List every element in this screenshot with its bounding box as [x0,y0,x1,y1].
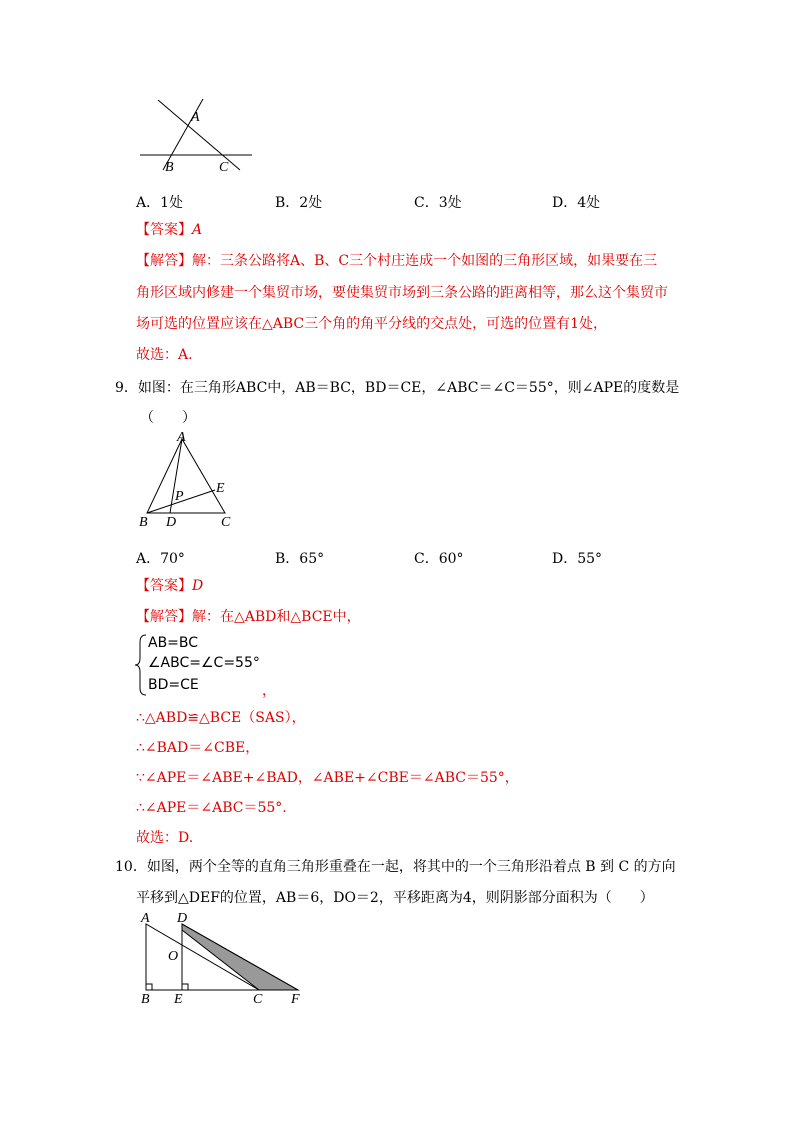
q9-solution-tag: 【解答】 [136,609,192,625]
q9-step-4: ∴∠APE＝∠ABC＝55°. [136,800,287,816]
q10-label-O: O [168,949,179,964]
q8-option-a: A．1处 [136,195,184,211]
q9-conclusion: 故选：D. [136,830,194,846]
q10-label-C: C [253,992,263,1006]
q8-solution-tag: 【解答】 [136,253,192,269]
q9-system-eq-1: AB=BC [148,635,199,651]
q9-step-1: ∴△ABD≌△BCE（SAS）， [136,710,306,726]
q9-system-eq-2: ∠ABC=∠C=55° [148,655,260,671]
q8-label-B: B [165,160,174,175]
q8-label-A: A [191,110,200,125]
q9-option-d: D．55° [552,551,603,567]
q9-answer-tag: 【答案】 [136,578,192,594]
q8-option-d: D．4处 [552,195,601,211]
q9-figure [130,425,250,535]
q9-solution-intro [136,607,361,627]
q9-option-c: C．60° [414,551,464,567]
q8-figure [130,92,260,177]
q8-solution-text-1: 解：三条公路将A、B、C三个村庄连成一个如图的三角形区域，如果要在三 [192,253,658,269]
q9-label-P: P [175,489,184,504]
q9-step-2: ∴∠BAD＝∠CBE， [136,740,260,756]
q10-label-A: A [141,911,150,926]
q9-system-comma: ， [262,683,276,699]
q8-solution-line-3: 场可选的位置应该在△ABC三个角的角平分线的交点处，可选的位置有1处， [136,316,608,332]
q8-answer-value: A [192,222,203,238]
q9-answer [136,576,203,596]
q9-stem-line-1: 9．如图：在三角形ABC中，AB＝BC，BD＝CE，∠ABC＝∠C＝55°，则∠APE的度数是 [115,380,680,396]
q10-figure [136,908,311,1006]
q9-label-B: B [139,515,148,530]
q10-label-E: E [174,992,183,1006]
q8-label-C: C [219,160,229,175]
q10-label-D: D [177,911,188,926]
q9-solution-intro-text: 解：在△ABD和△BCE中， [192,609,361,625]
q9-step-3: ∵∠APE＝∠ABE+∠BAD，∠ABE+∠CBE＝∠ABC＝55°， [136,770,519,786]
q8-solution-line-1 [136,251,657,271]
q8-solution-line-2: 角形区域内修建一个集贸市场，要使集贸市场到三条公路的距离相等，那么这个集贸市 [136,285,668,301]
q9-system-eq-3: BD=CE [148,677,199,693]
q9-option-a: A．70° [136,551,185,567]
q10-label-B: B [141,992,150,1006]
q9-label-D: D [166,515,177,530]
q9-label-E: E [216,481,225,496]
q8-option-b: B．2处 [275,195,323,211]
q10-stem-line-2: 平移到△DEF的位置，AB＝6，DO＝2，平移距离为4，则阴影部分面积为（ ） [136,890,654,906]
q8-conclusion: 故选：A. [136,347,193,363]
q9-label-A: A [177,430,186,445]
q8-answer [136,220,202,240]
q9-system-brace [134,634,148,696]
q9-option-b: B．65° [275,551,325,567]
q9-stem-line-2: （ ） [140,410,196,426]
q8-answer-tag: 【答案】 [136,222,192,238]
q9-answer-value: D [192,578,204,594]
q10-label-F: F [291,992,300,1006]
q10-stem-line-1: 10．如图，两个全等的直角三角形重叠在一起，将其中的一个三角形沿着点 B 到 C 的方向 [115,859,676,875]
q9-label-C: C [221,515,231,530]
q8-option-c: C．3处 [414,195,462,211]
